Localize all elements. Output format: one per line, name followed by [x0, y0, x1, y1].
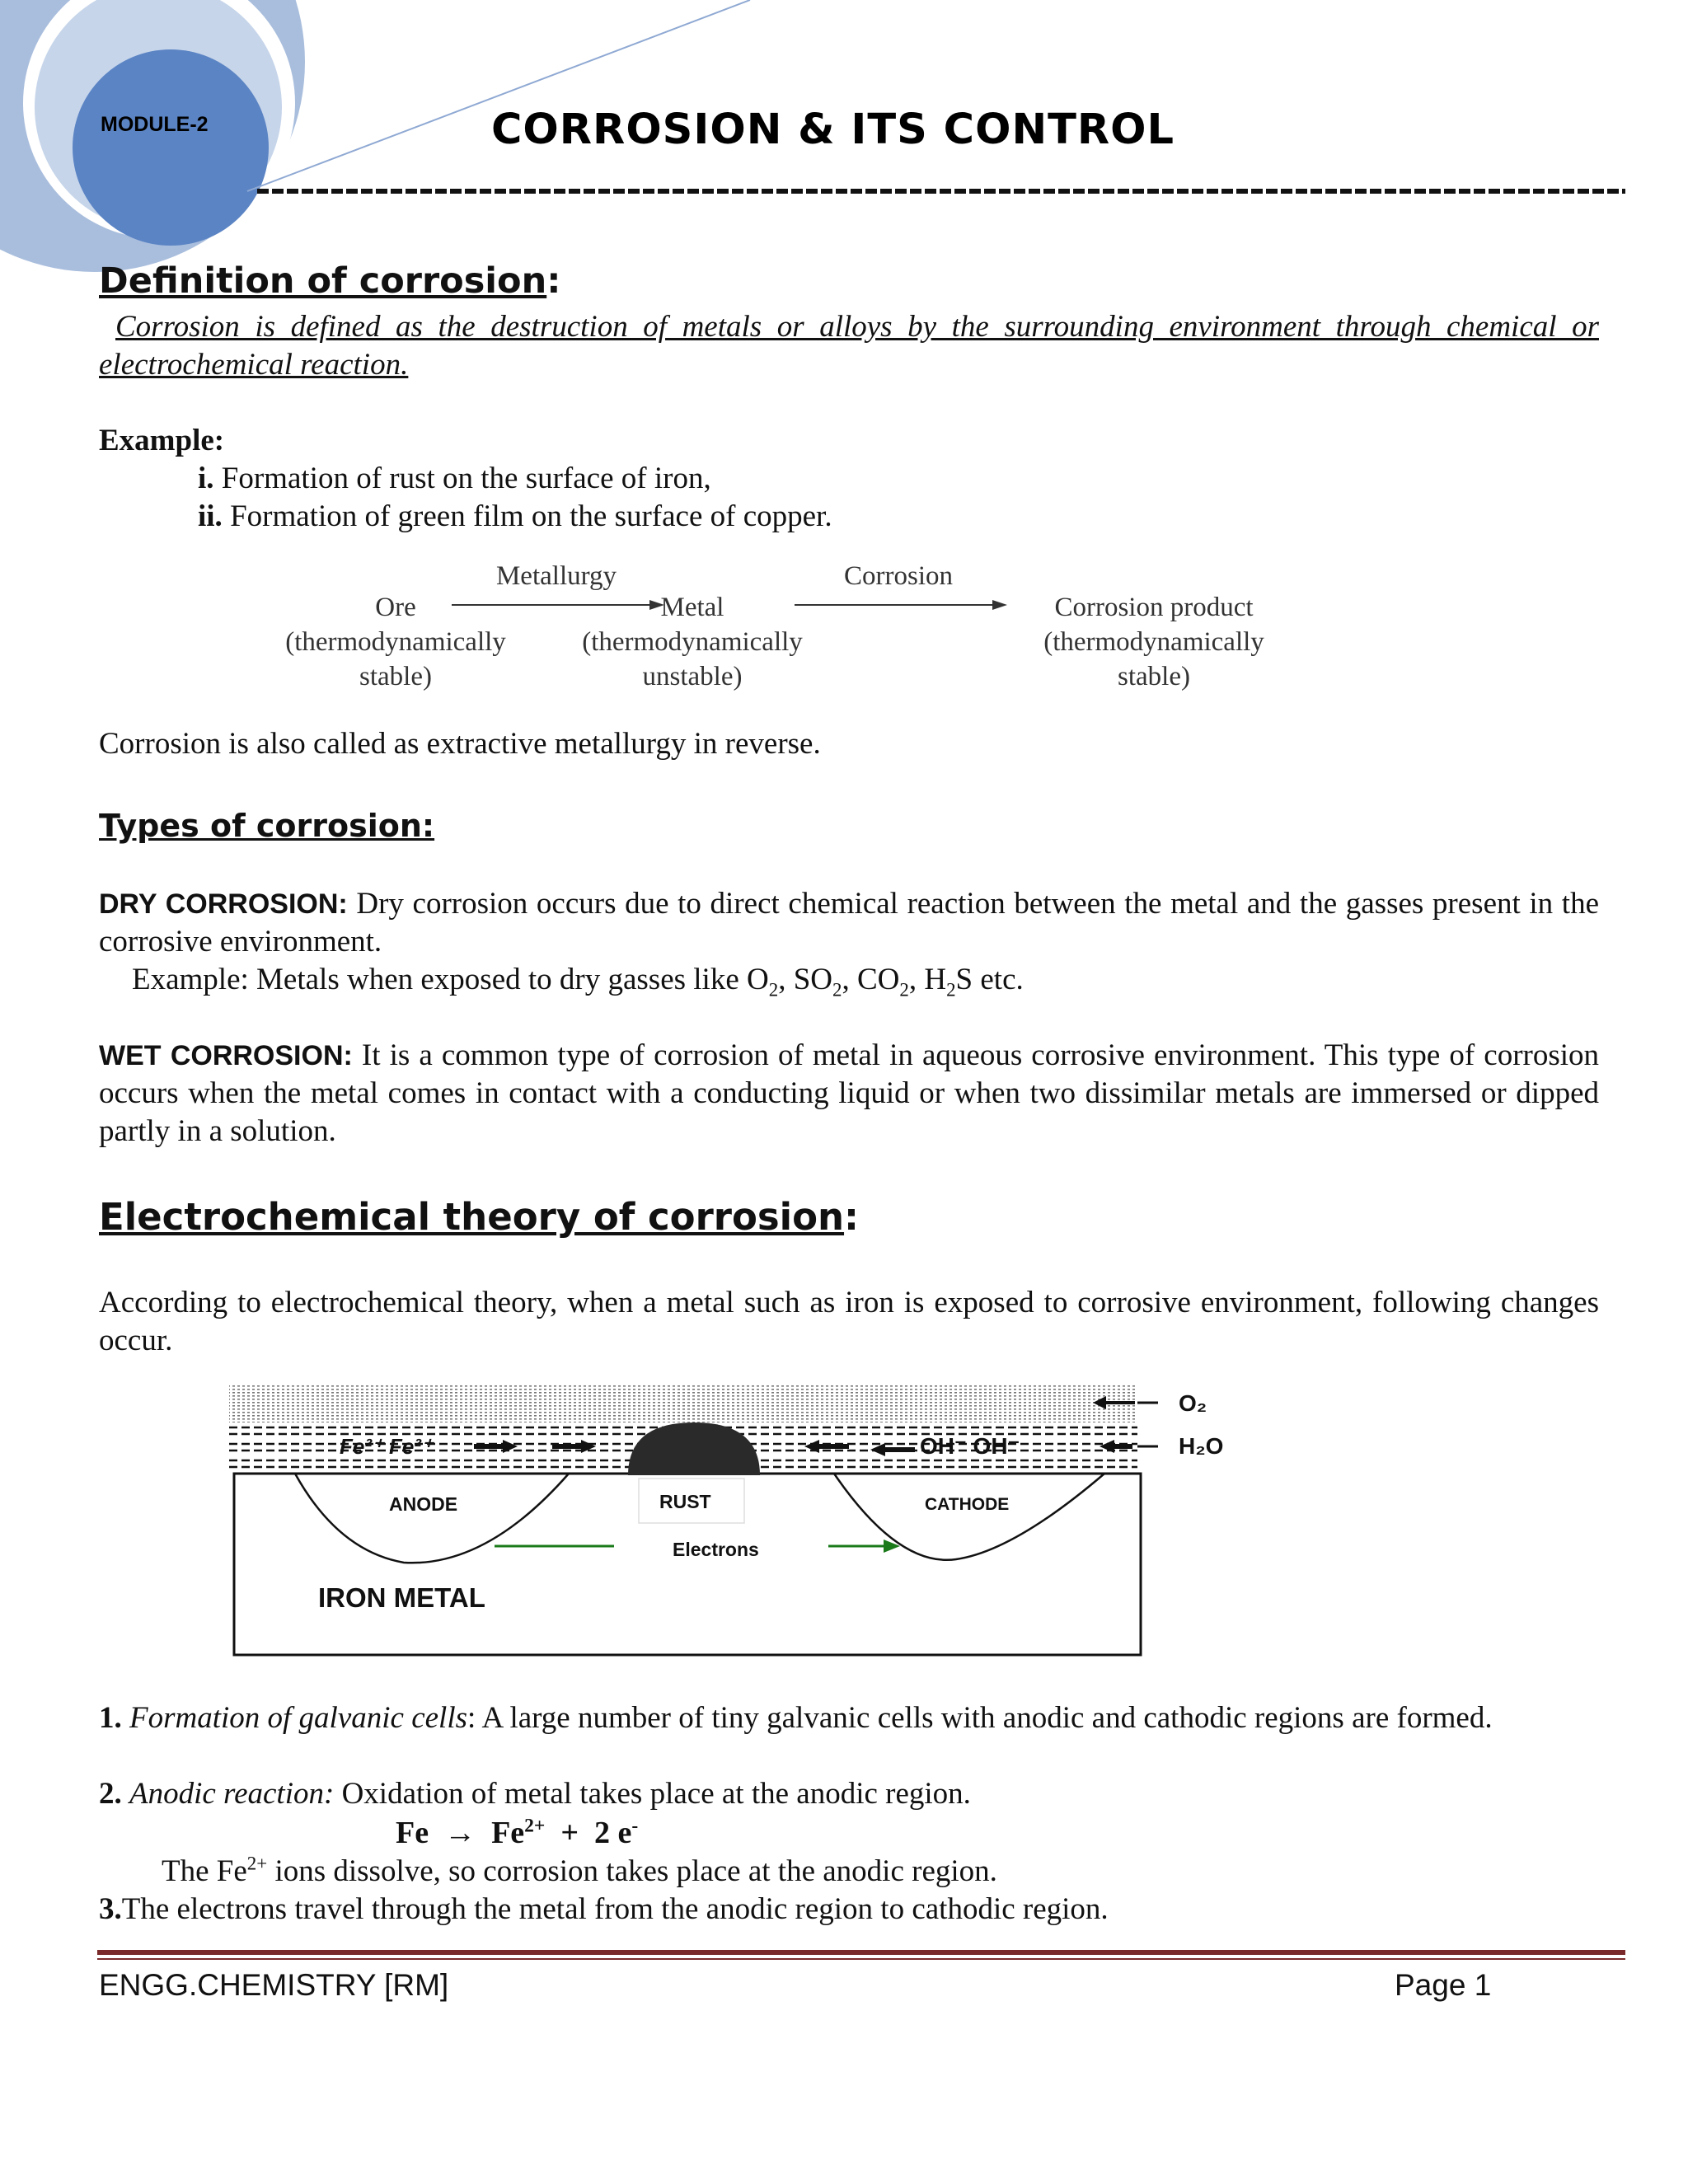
metallurgy-flow-diagram — [247, 561, 1319, 704]
header-dashed-rule — [257, 189, 1625, 194]
anodic-equation: $Fe \to Fe^{2+} + 2$ e- — [396, 1815, 639, 1850]
h2o-label: H₂O — [1179, 1433, 1224, 1459]
dry-corrosion-example: Example: Metals when exposed to dry gasses like $O_2$, $SO_2$, $CO_2$, $H_2S$ etc. — [132, 963, 1024, 1001]
footer-rule — [97, 1950, 1625, 1955]
corrosion-label: Corrosion — [844, 561, 953, 591]
wet-corrosion-paragraph: WET CORROSION: It is a common type of corrosion of metal in aqueous corrosive environment. This type of corrosion occurs when the metal comes in contact with a conducting liquid or when two dissimilar metals are immersed or dipped partly in a solution. — [99, 1038, 1600, 1148]
reverse-note: Corrosion is also called as extractive metallurgy in reverse. — [99, 727, 821, 761]
ore-node: Ore (thermodynamically stable) — [285, 593, 506, 691]
footer-rule-thin — [97, 1958, 1625, 1960]
step-1: 1. Formation of galvanic cells: A large number of tiny galvanic cells with anodic and cathodic regions are formed. — [99, 1701, 1493, 1735]
ions-dissolve-text: The $Fe^{2+}$ ions dissolve, so corrosion takes place at the anodic region. — [162, 1853, 997, 1888]
module-label: MODULE-2 — [101, 113, 209, 136]
types-heading: Types of corrosion: — [99, 808, 435, 844]
o2-label: O₂ — [1179, 1390, 1207, 1416]
fe-ions-label: Fe²⁺ Fe²⁺ — [340, 1434, 433, 1459]
oh-ions-label: OH⁻ OH⁻ — [920, 1433, 1020, 1459]
dry-corrosion-paragraph: DRY CORROSION: Dry corrosion occurs due to direct chemical reaction between the metal and the gasses present in the corrosive environment. — [99, 887, 1600, 958]
example-label: Example: — [99, 424, 225, 457]
arrow-icon — [795, 598, 1009, 612]
list-item: i. Formation of rust on the surface of iron, — [198, 462, 711, 495]
cathode-label: CATHODE — [925, 1495, 1010, 1514]
electrochemical-intro: According to electrochemical theory, when a metal such as iron is exposed to corrosive environment, following changes occur. — [99, 1286, 1599, 1357]
electrochemical-heading: Electrochemical theory of corrosion: — [99, 1195, 860, 1239]
step-2: 2. Anodic reaction: Oxidation of metal takes place at the anodic region. — [99, 1777, 971, 1811]
definition-heading: Definition of corrosion: — [99, 260, 561, 302]
footer-left: ENGG.CHEMISTRY [RM] — [99, 1968, 449, 2002]
page-number: Page 1 — [1395, 1968, 1492, 2002]
corrosion-product-node: Corrosion product (thermodynamically stable) — [1043, 593, 1264, 691]
anode-label: ANODE — [389, 1493, 458, 1515]
page-title: CORROSION & ITS CONTROL — [491, 105, 1175, 154]
metal-node: Metal (thermodynamically unstable) — [582, 593, 803, 691]
metallurgy-label: Metallurgy — [495, 561, 617, 591]
rust-label: RUST — [659, 1491, 711, 1512]
iron-metal-label: IRON METAL — [318, 1582, 485, 1613]
list-item: ii. Formation of green film on the surface of copper. — [198, 499, 832, 533]
step-3: 3.The electrons travel through the metal from the anodic region to cathodic region. — [99, 1892, 1109, 1926]
electrons-label: Electrons — [673, 1539, 759, 1560]
corrosion-cell-diagram — [223, 1378, 1261, 1666]
definition-text: Corrosion is defined as the destruction of metals or alloys by the surrounding environment through chemical or electrochemical reaction. — [99, 310, 1599, 382]
